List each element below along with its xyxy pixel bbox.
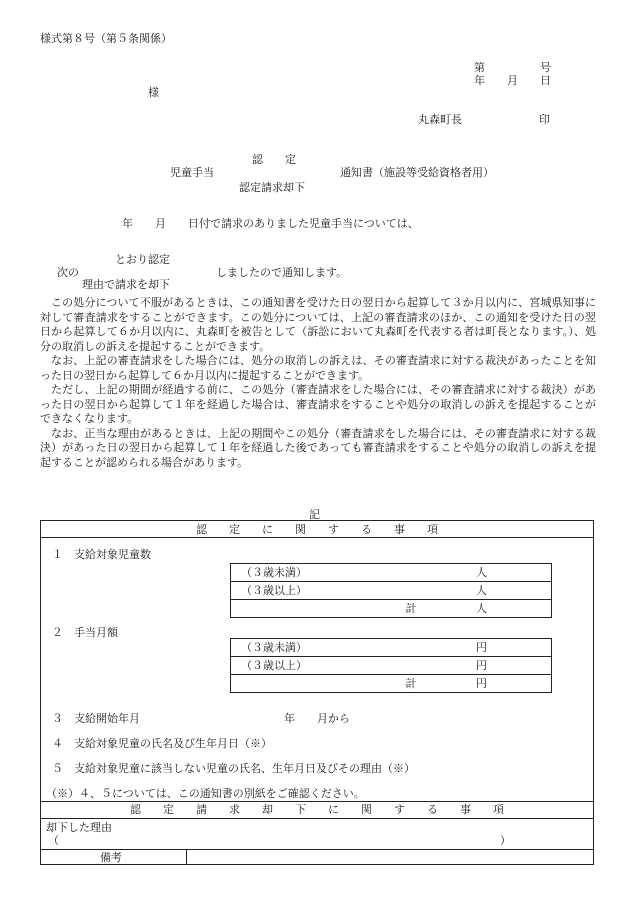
divider [40, 537, 594, 538]
addressee: 様 [148, 86, 159, 99]
row-label: （３歳以上） [241, 659, 307, 672]
title-option-reject: 認定請求却下 [239, 181, 305, 194]
row-unit: 円 [476, 641, 487, 654]
paragraph-justified-reason: なお、正当な理由があるときは、上記の期間やこの処分（審査請求をした場合には、その審査請求に対する裁決）があった日の翌日から起算して１年を経過した後であっても審査請求をすることや処分の取消しの訴えを提起することが認められる場合があります。 [40, 426, 596, 469]
item4-label: ４ 支給対象児童の氏名及び生年月日（※） [52, 737, 272, 750]
divider [40, 801, 594, 802]
title-subject: 児童手当 [170, 166, 214, 179]
intro-prefix: 次の [57, 266, 79, 279]
table-row [231, 600, 551, 618]
approval-section-header: 認 定 に 関 す る 事 項 [196, 523, 438, 536]
item5-label: ５ 支給対象児童に該当しない児童の氏名、生年月日及びその理由（※） [52, 762, 415, 775]
title-notice: 通知書（施設等受給資格者用） [340, 166, 494, 179]
intro-option-approve: とおり認定 [115, 253, 170, 266]
row-label: （３歳未満） [241, 566, 307, 579]
row-label: （３歳未満） [241, 641, 307, 654]
note: （※）４、５については、この通知書の別紙をご確認ください。 [46, 787, 365, 800]
remarks-label: 備考 [100, 851, 122, 864]
row-unit: 人 [476, 602, 487, 615]
table-row [231, 582, 551, 600]
item1-label: １ 支給対象児童数 [52, 548, 151, 561]
issue-date: 年 月 日 [474, 74, 551, 87]
paragraph-one-year-limit: ただし、上記の期間が経過する前に、この処分（審査請求をした場合には、その審査請求に対する裁決）があった日の翌日から起算して１年を経過した場合は、審査請求をすることや処分の取消しの訴えを提起することができなくなります。 [40, 383, 596, 425]
row-label: 計 [405, 602, 417, 615]
paren-close: ） [500, 834, 511, 847]
intro-line: 年 月 日付で請求のありました児童手当については、 [122, 217, 419, 230]
item3-value: 年 月から [284, 712, 350, 725]
form-number: 様式第８号（第５条関係） [40, 32, 172, 45]
monthly-amount-table [230, 638, 552, 693]
intro-option-reject: 理由で請求を却下 [82, 278, 170, 291]
table-row [231, 639, 551, 657]
seal: 印 [539, 113, 550, 126]
row-unit: 円 [476, 677, 487, 690]
item2-label: ２ 手当月額 [52, 626, 118, 639]
divider [40, 849, 594, 850]
ki-heading: 記 [309, 508, 320, 521]
paragraph-lawsuit-period: なお、上記の審査請求をした場合には、処分の取消しの訴えは、その審査請求に対する裁決があったことを知った日の翌日から起算して６か月以内に提起することができます。 [40, 354, 596, 382]
paragraph-appeal: この処分について不服があるときは、この通知書を受けた日の翌日から起算して３か月以内に、宮城県知事に対して審査請求をすることができます。この処分については、上記の審査請求のほか、この通知を受けた日の翌日から起算して６か月以内に、丸森町を被告として（訴訟において丸森町を代表する者は町長となります。）、処分の取消しの訴えを提起することができます。 [40, 296, 596, 353]
row-unit: 人 [476, 584, 487, 597]
item3-label: ３ 支給開始年月 [52, 712, 140, 725]
divider [186, 849, 187, 865]
title-option-approve: 認 定 [252, 153, 296, 166]
divider [40, 818, 594, 819]
intro-suffix: しましたので通知します。 [216, 266, 348, 279]
table-row [231, 657, 551, 675]
table-row [231, 675, 551, 693]
child-count-table [230, 563, 552, 618]
table-row [231, 564, 551, 582]
row-label: 計 [405, 677, 417, 690]
paren-open: （ [48, 834, 59, 847]
row-unit: 円 [476, 659, 487, 672]
rejection-reason-label: 却下した理由 [46, 821, 112, 834]
legal-notice [40, 296, 596, 470]
row-unit: 人 [476, 566, 487, 579]
issuer: 丸森町長 [418, 113, 462, 126]
rejection-section-header: 認 定 請 求 却 下 に 関 す る 事 項 [130, 803, 504, 816]
document-number: 第 号 [474, 61, 551, 74]
row-label: （３歳以上） [241, 584, 307, 597]
